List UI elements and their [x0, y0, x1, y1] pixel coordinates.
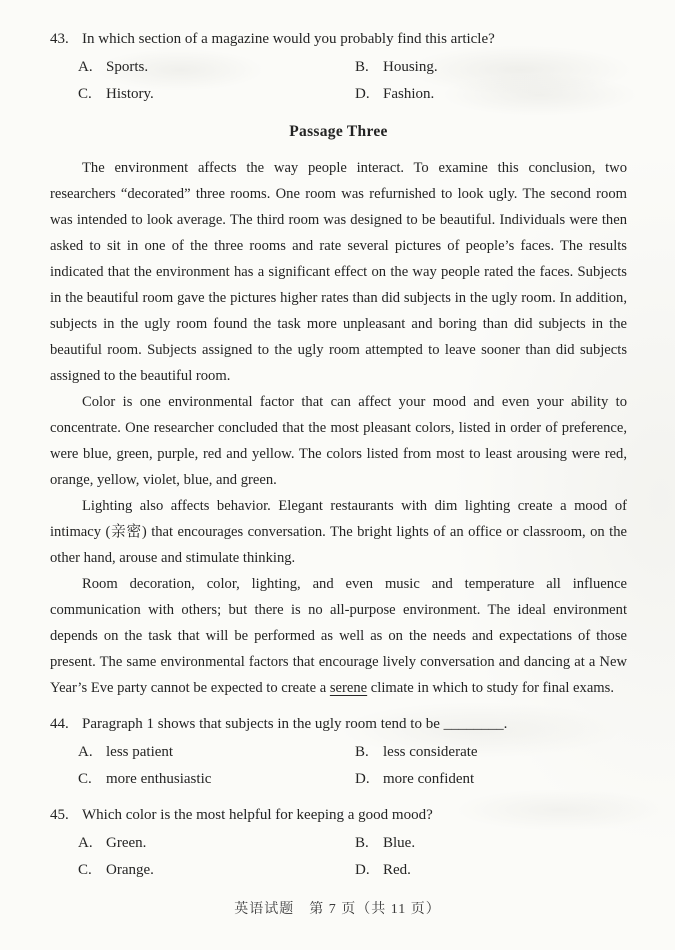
option-44-b-text: less considerate — [383, 744, 478, 760]
passage-paragraph-4 — [50, 571, 627, 701]
option-44-a-text: less patient — [106, 744, 174, 760]
question-45-stem — [50, 804, 627, 826]
option-44-b — [355, 742, 627, 763]
option-43-d-label: D. — [355, 86, 370, 102]
paragraph-4-post: climate in which to study for final exams. — [367, 680, 614, 696]
option-45-c-label: C. — [78, 862, 92, 878]
question-43-text: In which section of a magazine would you probably find this article? — [82, 31, 495, 47]
option-45-b-text: Blue. — [383, 835, 416, 851]
page-footer: 英语试题 第 7 页（共 11 页） — [234, 902, 441, 917]
option-45-d-text: Red. — [383, 862, 411, 878]
question-44-options — [78, 742, 627, 790]
option-45-b — [355, 833, 627, 854]
option-44-c-text: more enthusiastic — [106, 771, 212, 787]
passage-paragraph-3: Lighting also affects behavior. Elegant restaurants with dim lighting create a mood of intimacy (亲密) that encourages conversation. The bright lights of an office or classroom, on the other hand, arouse and stimulate thinking. — [50, 498, 627, 566]
option-43-b-text: Housing. — [383, 59, 438, 75]
question-44-text: Paragraph 1 shows that subjects in the ugly room tend to be ________. — [82, 716, 508, 732]
option-44-a — [78, 742, 355, 763]
passage-title: Passage Three — [289, 123, 388, 140]
option-45-d — [355, 860, 627, 881]
option-43-c-label: C. — [78, 86, 92, 102]
option-45-d-label: D. — [355, 862, 370, 878]
option-43-d-text: Fashion. — [383, 86, 435, 102]
option-44-d — [355, 769, 627, 790]
option-43-b-label: B. — [355, 59, 369, 75]
option-43-a-text: Sports. — [106, 59, 149, 75]
option-44-a-label: A. — [78, 744, 93, 760]
question-44-number: 44. — [50, 716, 69, 732]
option-43-c-text: History. — [106, 86, 154, 102]
question-45-number: 45. — [50, 807, 69, 823]
option-44-b-label: B. — [355, 744, 369, 760]
question-43 — [50, 28, 627, 105]
question-44-stem — [50, 713, 627, 735]
question-45 — [50, 804, 627, 881]
option-45-a — [78, 833, 355, 854]
option-45-a-text: Green. — [106, 835, 147, 851]
question-43-number: 43. — [50, 31, 69, 47]
question-45-options — [78, 833, 627, 881]
option-45-c-text: Orange. — [106, 862, 154, 878]
page-content — [50, 28, 627, 881]
option-43-a — [78, 57, 355, 78]
option-43-c — [78, 84, 355, 105]
option-44-d-text: more confident — [383, 771, 475, 787]
option-44-c-label: C. — [78, 771, 92, 787]
underlined-word-serene: serene — [329, 680, 368, 696]
option-45-b-label: B. — [355, 835, 369, 851]
question-45-text: Which color is the most helpful for keeping a good mood? — [82, 807, 433, 823]
question-43-options — [78, 57, 627, 105]
option-44-d-label: D. — [355, 771, 370, 787]
option-45-a-label: A. — [78, 835, 93, 851]
option-44-c — [78, 769, 355, 790]
question-43-stem — [50, 28, 627, 50]
passage-paragraph-2: Color is one environmental factor that can affect your mood and even your ability to concentrate. One researcher concluded that the most pleasant colors, listed in order of preference, were blue, green, purple, red and yellow. The colors listed from most to least arousing were red, orange, yellow, violet, blue, and green. — [50, 394, 627, 488]
option-43-b — [355, 57, 627, 78]
passage-paragraph-1: The environment affects the way people interact. To examine this conclusion, two researchers “decorated” three rooms. One room was refurnished to look ugly. The second room was intended to look average. The third room was designed to be beautiful. Individuals were then asked to sit in one of the three rooms and rate several pictures of people’s faces. The results indicated that the environment has a significant effect on the way people rated the faces. Subjects in the beautiful room gave the pictures higher rates than did subjects in the ugly room. In addition, subjects in the ugly room found the task more unpleasant and boring than did subjects in the beautiful room. Subjects assigned to the ugly room attempted to leave sooner than did subjects assigned to the beautiful room. — [50, 160, 627, 384]
passage-three — [50, 123, 627, 701]
option-43-d — [355, 84, 627, 105]
question-44 — [50, 713, 627, 790]
paragraph-4-pre: Room decoration, color, lighting, and even music and temperature all influence communication with others; but there is no all-purpose environment. The ideal environment depends on the task that will be performed as well as on the needs and expectations of those present. The same environmental factors that encourage lively conversation and dancing at a New Year’s Eve party cannot be expected to create a — [50, 576, 627, 696]
option-45-c — [78, 860, 355, 881]
option-43-a-label: A. — [78, 59, 93, 75]
